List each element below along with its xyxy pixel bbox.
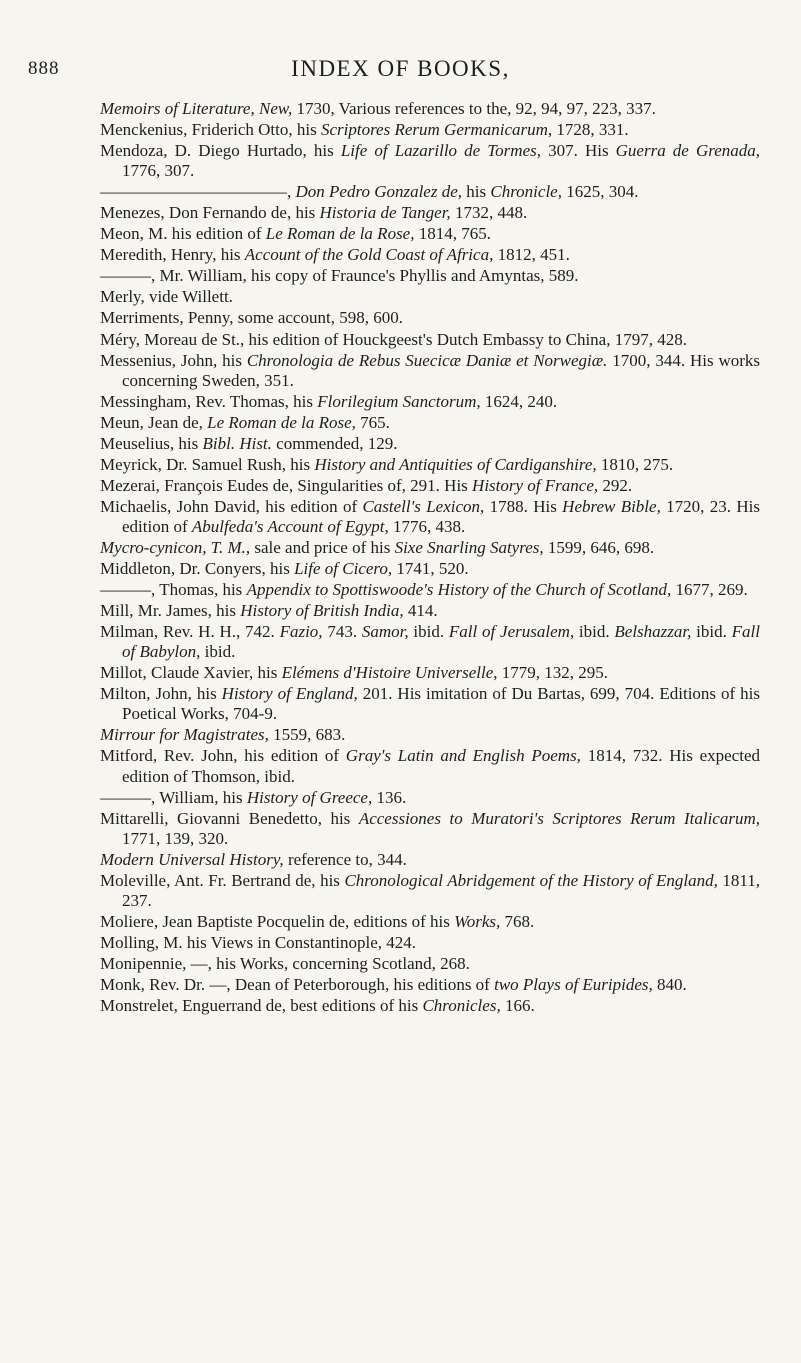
entry-title-text: Life of Lazarillo de Tormes, — [340, 141, 541, 161]
entry-text: ibid. — [574, 622, 615, 642]
entry-text: Meun, Jean de, — [100, 412, 208, 432]
index-entry — [100, 954, 760, 974]
index-entry — [100, 99, 760, 119]
entry-text: Méry, Moreau de St., his edition of Houckgeest's Dutch Embassy to China, 1797, 428. — [100, 329, 687, 349]
index-entry — [100, 663, 760, 683]
entry-text: Mitford, Rev. John, his edition of — [100, 746, 346, 766]
entry-title-text: Fazio, — [279, 622, 323, 642]
entry-title-text: History of Greece, — [246, 787, 373, 807]
entry-text: Mill, Mr. James, his — [100, 601, 241, 621]
entry-text: 1741, 520. — [392, 559, 469, 579]
entry-title-text: History of England, — [221, 684, 358, 704]
entry-title-text: Guerra de Grenada, — [615, 141, 760, 161]
index-entry — [100, 559, 760, 579]
entry-text: ———, Thomas, his — [100, 580, 247, 600]
entry-title-text: Mirrour for Magistrates, — [100, 725, 269, 745]
entry-text: Merly, vide Willett. — [100, 287, 233, 307]
entry-text: ———, William, his — [100, 787, 247, 807]
entry-title-text: two Plays of Euripides, — [494, 974, 653, 994]
entry-text: 1720, 23. His edition of — [122, 496, 760, 536]
entry-text: Moleville, Ant. Fr. Bertrand de, his — [100, 870, 345, 890]
entry-title-text: Account of the Gold Coast of Africa, — [244, 245, 494, 265]
entry-text: Molling, M. his Views in Constantinople, 424. — [100, 932, 417, 952]
index-entry — [100, 351, 760, 391]
index-entry — [100, 203, 760, 223]
entry-text: Messingham, Rev. Thomas, his — [100, 391, 318, 411]
entry-title-text: History of British India, — [240, 601, 404, 621]
index-entry — [100, 746, 760, 786]
entry-text: 1700, 344. His works concerning Sweden, 351. — [122, 350, 761, 390]
entry-title-text: Life of Cicero, — [294, 559, 393, 579]
entry-title-text: Accessiones to Muratori's Scriptores Rerum Italicarum, — [358, 808, 760, 828]
entry-title-text: Don Pedro Gonzalez de, — [295, 182, 463, 202]
entry-title-text: Works, — [454, 911, 501, 931]
index-entry — [100, 266, 760, 286]
index-entry — [100, 434, 760, 454]
entry-title-text: History and Antiquities of Cardiganshire, — [314, 454, 597, 474]
entry-title-text: History of France, — [472, 475, 599, 495]
entry-text: Monstrelet, Enguerrand de, best editions of his — [100, 996, 423, 1016]
index-entry — [100, 975, 760, 995]
entry-text: Menezes, Don Fernando de, his — [100, 203, 320, 223]
entry-text: sale and price of his — [250, 537, 395, 557]
entry-text: 166. — [500, 996, 535, 1016]
entry-text: 1788. His — [484, 496, 563, 516]
entry-title-text: Castell's Lexicon, — [362, 496, 485, 516]
index-entry — [100, 330, 760, 350]
entry-text: 765. — [355, 412, 390, 432]
index-entry — [100, 684, 760, 724]
entry-title-text: Chronicles, — [422, 996, 501, 1016]
entry-title-text: Chronological Abridgement of the History of England, — [344, 870, 718, 890]
entry-text: 1779, 132, 295. — [497, 663, 609, 683]
entry-text: 307. His — [541, 141, 616, 161]
entry-title-text: Appendix to Spottiswoode's History of the Church of Scotland, — [246, 580, 672, 600]
entry-title-text: Elémens d'Histoire Universelle, — [281, 663, 498, 683]
entry-title-text: Chronologia de Rebus Suecicæ Daniæ et Norwegiæ. — [246, 350, 608, 370]
entry-text: Meyrick, Dr. Samuel Rush, his — [100, 454, 315, 474]
entry-text: 1730, Various references to the, 92, 94, 97, 223, 337. — [292, 99, 656, 118]
entry-title-text: Mycro-cynicon, T. M., — [100, 537, 251, 557]
entry-text: Middleton, Dr. Conyers, his — [100, 559, 295, 579]
entry-title-text: Hebrew Bible, — [562, 496, 661, 516]
entry-text: Monk, Rev. Dr. —, Dean of Peterborough, his editions of — [100, 974, 495, 994]
entry-text: Mezerai, François Eudes de, Singularities of, 291. His — [100, 475, 473, 495]
entry-text: Merriments, Penny, some account, 598, 600. — [100, 308, 403, 328]
entry-text: 1771, 139, 320. — [122, 828, 229, 848]
index-entry — [100, 809, 760, 849]
entry-text: 1810, 275. — [596, 454, 674, 474]
index-entry — [100, 476, 760, 496]
page-header — [0, 56, 801, 86]
entry-title-text: Fall of Babylon, — [122, 622, 760, 662]
entry-title-text: Bibl. Hist. — [202, 433, 272, 453]
entry-text: 1599, 646, 698. — [543, 537, 655, 557]
entry-text: ———, Mr. William, his copy of Fraunce's Phyllis and Amyntas, 589. — [100, 266, 579, 286]
entry-title-text: Le Roman de la Rose, — [265, 224, 415, 244]
entry-text: 1728, 331. — [552, 120, 629, 140]
entry-title-text: Sixe Snarling Satyres, — [394, 537, 544, 557]
entry-text: 1814, 732. His expected edition of Thomson, ibid. — [122, 746, 760, 786]
index-entry — [100, 538, 760, 558]
index-entry — [100, 601, 760, 621]
entry-text: ibid. — [408, 622, 449, 642]
entry-text: Mittarelli, Giovanni Benedetto, his — [100, 808, 359, 828]
index-entry — [100, 788, 760, 808]
entry-text: 292. — [598, 475, 633, 495]
entry-title-text: Florilegium Sanctorum, — [317, 391, 481, 411]
entry-title-text: Memoirs of Literature, New, — [100, 99, 293, 118]
entry-title-text: Samor, — [361, 622, 409, 642]
index-entry — [100, 996, 760, 1016]
entry-title-text: Modern Universal History, — [100, 849, 284, 869]
entry-text: ———————————, — [100, 182, 296, 202]
entry-text: 1559, 683. — [268, 725, 346, 745]
running-head: INDEX OF BOOKS, — [291, 56, 510, 81]
entry-text: 1625, 304. — [561, 182, 639, 202]
index-entry — [100, 224, 760, 244]
entry-title-text: Fall of Jerusalem, — [448, 622, 575, 642]
index-entry — [100, 497, 760, 537]
entry-text: 1677, 269. — [671, 580, 748, 600]
entry-text: 1814, 765. — [414, 224, 491, 244]
entry-text: ibid. — [691, 622, 732, 642]
entry-text: Meuselius, his — [100, 433, 203, 453]
entry-text: Milton, John, his — [100, 684, 222, 704]
entry-title-text: Belshazzar, — [614, 622, 692, 642]
index-entry — [100, 308, 760, 328]
entry-text: Menckenius, Friderich Otto, his — [100, 120, 321, 140]
index-entries — [100, 99, 760, 1017]
entry-text: Moliere, Jean Baptiste Pocquelin de, editions of his — [100, 911, 455, 931]
entry-text: 743. — [322, 622, 362, 642]
entry-text: Mendoza, D. Diego Hurtado, his — [100, 141, 341, 161]
index-entry — [100, 141, 760, 181]
index-entry — [100, 850, 760, 870]
entry-text: Michaelis, John David, his edition of — [100, 496, 363, 516]
index-entry — [100, 413, 760, 433]
entry-text: reference to, 344. — [283, 849, 407, 869]
entry-title-text: Le Roman de la Rose, — [207, 412, 356, 432]
entry-text: 840. — [652, 974, 687, 994]
index-entry — [100, 933, 760, 953]
index-entry — [100, 182, 760, 202]
entry-text: Messenius, John, his — [100, 350, 247, 370]
entry-text: 201. His imitation of Du Bartas, 699, 704. Editions of his Poetical Works, 704-9. — [122, 684, 760, 724]
entry-text: Meon, M. his edition of — [100, 224, 266, 244]
entry-text: 1776, 307. — [122, 161, 195, 181]
index-entry — [100, 580, 760, 600]
entry-text: 414. — [403, 601, 438, 621]
entry-text: 1776, 438. — [388, 516, 466, 536]
index-entry — [100, 287, 760, 307]
entry-text: 136. — [372, 787, 407, 807]
entry-text: Millot, Claude Xavier, his — [100, 663, 282, 683]
index-entry — [100, 912, 760, 932]
index-entry — [100, 725, 760, 745]
index-entry — [100, 392, 760, 412]
index-entry — [100, 871, 760, 911]
entry-text: 1732, 448. — [450, 203, 528, 223]
entry-title-text: Abulfeda's Account of Egypt, — [191, 516, 389, 536]
entry-text: Monipennie, —, his Works, concerning Scotland, 268. — [100, 953, 470, 973]
entry-text: Milman, Rev. H. H., 742. — [100, 622, 280, 642]
index-entry — [100, 455, 760, 475]
index-entry — [100, 120, 760, 140]
entry-text: 1624, 240. — [480, 391, 558, 411]
entry-title-text: Historia de Tanger, — [319, 203, 451, 223]
entry-title-text: Gray's Latin and English Poems, — [345, 746, 581, 766]
entry-text: Meredith, Henry, his — [100, 245, 245, 265]
index-entry — [100, 622, 760, 662]
page-number: 888 — [28, 58, 60, 79]
entry-text: 1811, 237. — [122, 870, 760, 910]
index-entry — [100, 245, 760, 265]
entry-text: 1812, 451. — [493, 245, 570, 265]
entry-title-text: Scriptores Rerum Germanicarum, — [320, 120, 553, 140]
entry-text: commended, 129. — [271, 433, 398, 453]
entry-text: his — [462, 182, 491, 202]
entry-text: ibid. — [200, 642, 236, 662]
entry-title-text: Chronicle, — [490, 182, 562, 202]
entry-text: 768. — [500, 911, 535, 931]
